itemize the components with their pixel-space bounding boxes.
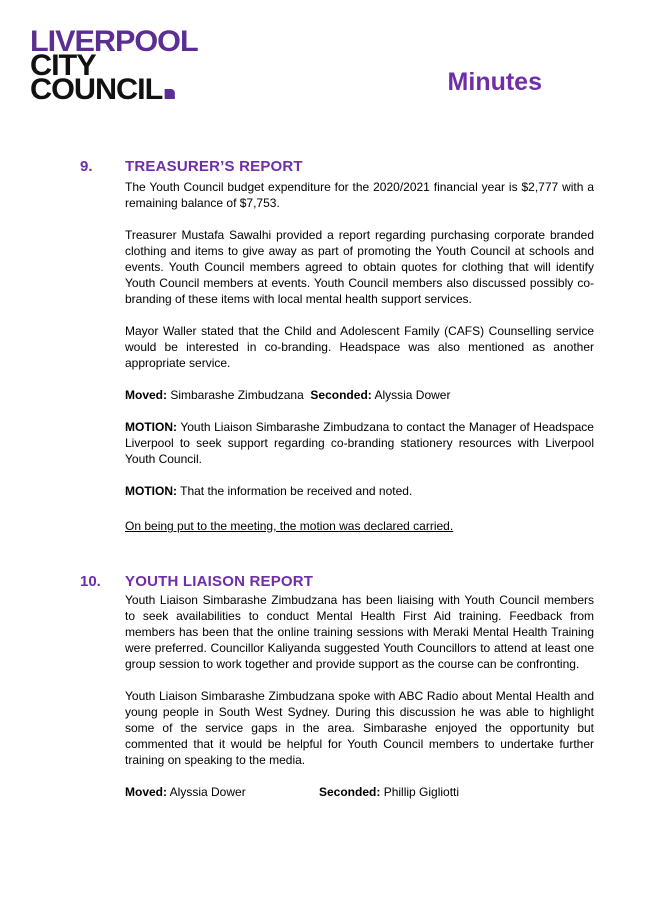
paragraph: Youth Liaison Simbarashe Zimbudzana spoke with ABC Radio about Mental Health and young people in South West Sydney. During this discussion he was able to highlight some of the service gaps in the area. Simbarashe enjoyed the opportunity but commented that it would be helpful for Youth Council members to undertake further training on speaking to the media. — [125, 689, 594, 767]
section-body — [125, 179, 594, 550]
motion-text: Youth Liaison Simbarashe Zimbudzana to contact the Manager of Headspace Liverpool to seek support regarding co-branding stationery resources with Liverpool Youth Council. — [125, 420, 594, 466]
motion — [125, 483, 594, 499]
motion-label: MOTION: — [125, 484, 177, 498]
seconded-value: Phillip Gigliotti — [383, 785, 460, 799]
moved-seconded-line — [125, 387, 594, 403]
paragraph: Youth Liaison Simbarashe Zimbudzana has been liaising with Youth Council members to seek availabilities to conduct Mental Health First Aid training. Feedback from members has been that the online training sessions with Meraki Mental Health Training were preferred. Councillor Kaliyanda suggested Youth Councillors to attend at least one group session to work together and provide support as the course can be confronting. — [125, 593, 594, 671]
logo-line-2: CITY — [30, 49, 96, 82]
paragraph: Treasurer Mustafa Sawalhi provided a report regarding purchasing corporate branded clothing and items to give away as part of promoting the Youth Council at schools and events. Youth Council members agreed to obtain quotes for clothing that will identify Youth Council members at events. Youth Council members also discussed possibly co-branding of these items with local mental health support services. — [125, 228, 594, 306]
carried-statement: On being put to the meeting, the motion was declared carried. — [125, 519, 454, 533]
section-number: 10. — [80, 573, 101, 590]
seconded-value: Alyssia Dower — [374, 388, 451, 402]
moved-label: Moved: — [125, 388, 167, 402]
section-heading: YOUTH LIAISON REPORT — [125, 573, 314, 590]
document-title: Minutes — [447, 68, 542, 96]
paragraph: Mayor Waller stated that the Child and Adolescent Family (CAFS) Counselling service would be interested in co-branding. Headspace was also mentioned as another appropriate service. — [125, 324, 594, 370]
paragraph: The Youth Council budget expenditure for the 2020/2021 financial year is $2,777 with a remaining balance of $7,753. — [125, 180, 594, 210]
moved-seconded-line — [125, 784, 594, 800]
section-heading: TREASURER’S REPORT — [125, 158, 303, 175]
motion — [125, 419, 594, 467]
logo-mark-icon — [164, 89, 174, 99]
moved-label: Moved: — [125, 785, 167, 799]
moved-value: Simbarashe Zimbudzana — [170, 388, 304, 402]
council-logo — [30, 25, 220, 106]
section-number: 9. — [80, 158, 93, 175]
logo-line-3: COUNCIL — [30, 78, 224, 102]
motion-label: MOTION: — [125, 420, 177, 434]
section-body — [125, 592, 594, 816]
motion-text: That the information be received and noted. — [180, 484, 413, 498]
logo-line-1: LIVERPOOL — [30, 25, 198, 58]
seconded-label: Seconded: — [319, 785, 381, 799]
seconded-label: Seconded: — [310, 388, 372, 402]
moved-value: Alyssia Dower — [169, 785, 246, 799]
